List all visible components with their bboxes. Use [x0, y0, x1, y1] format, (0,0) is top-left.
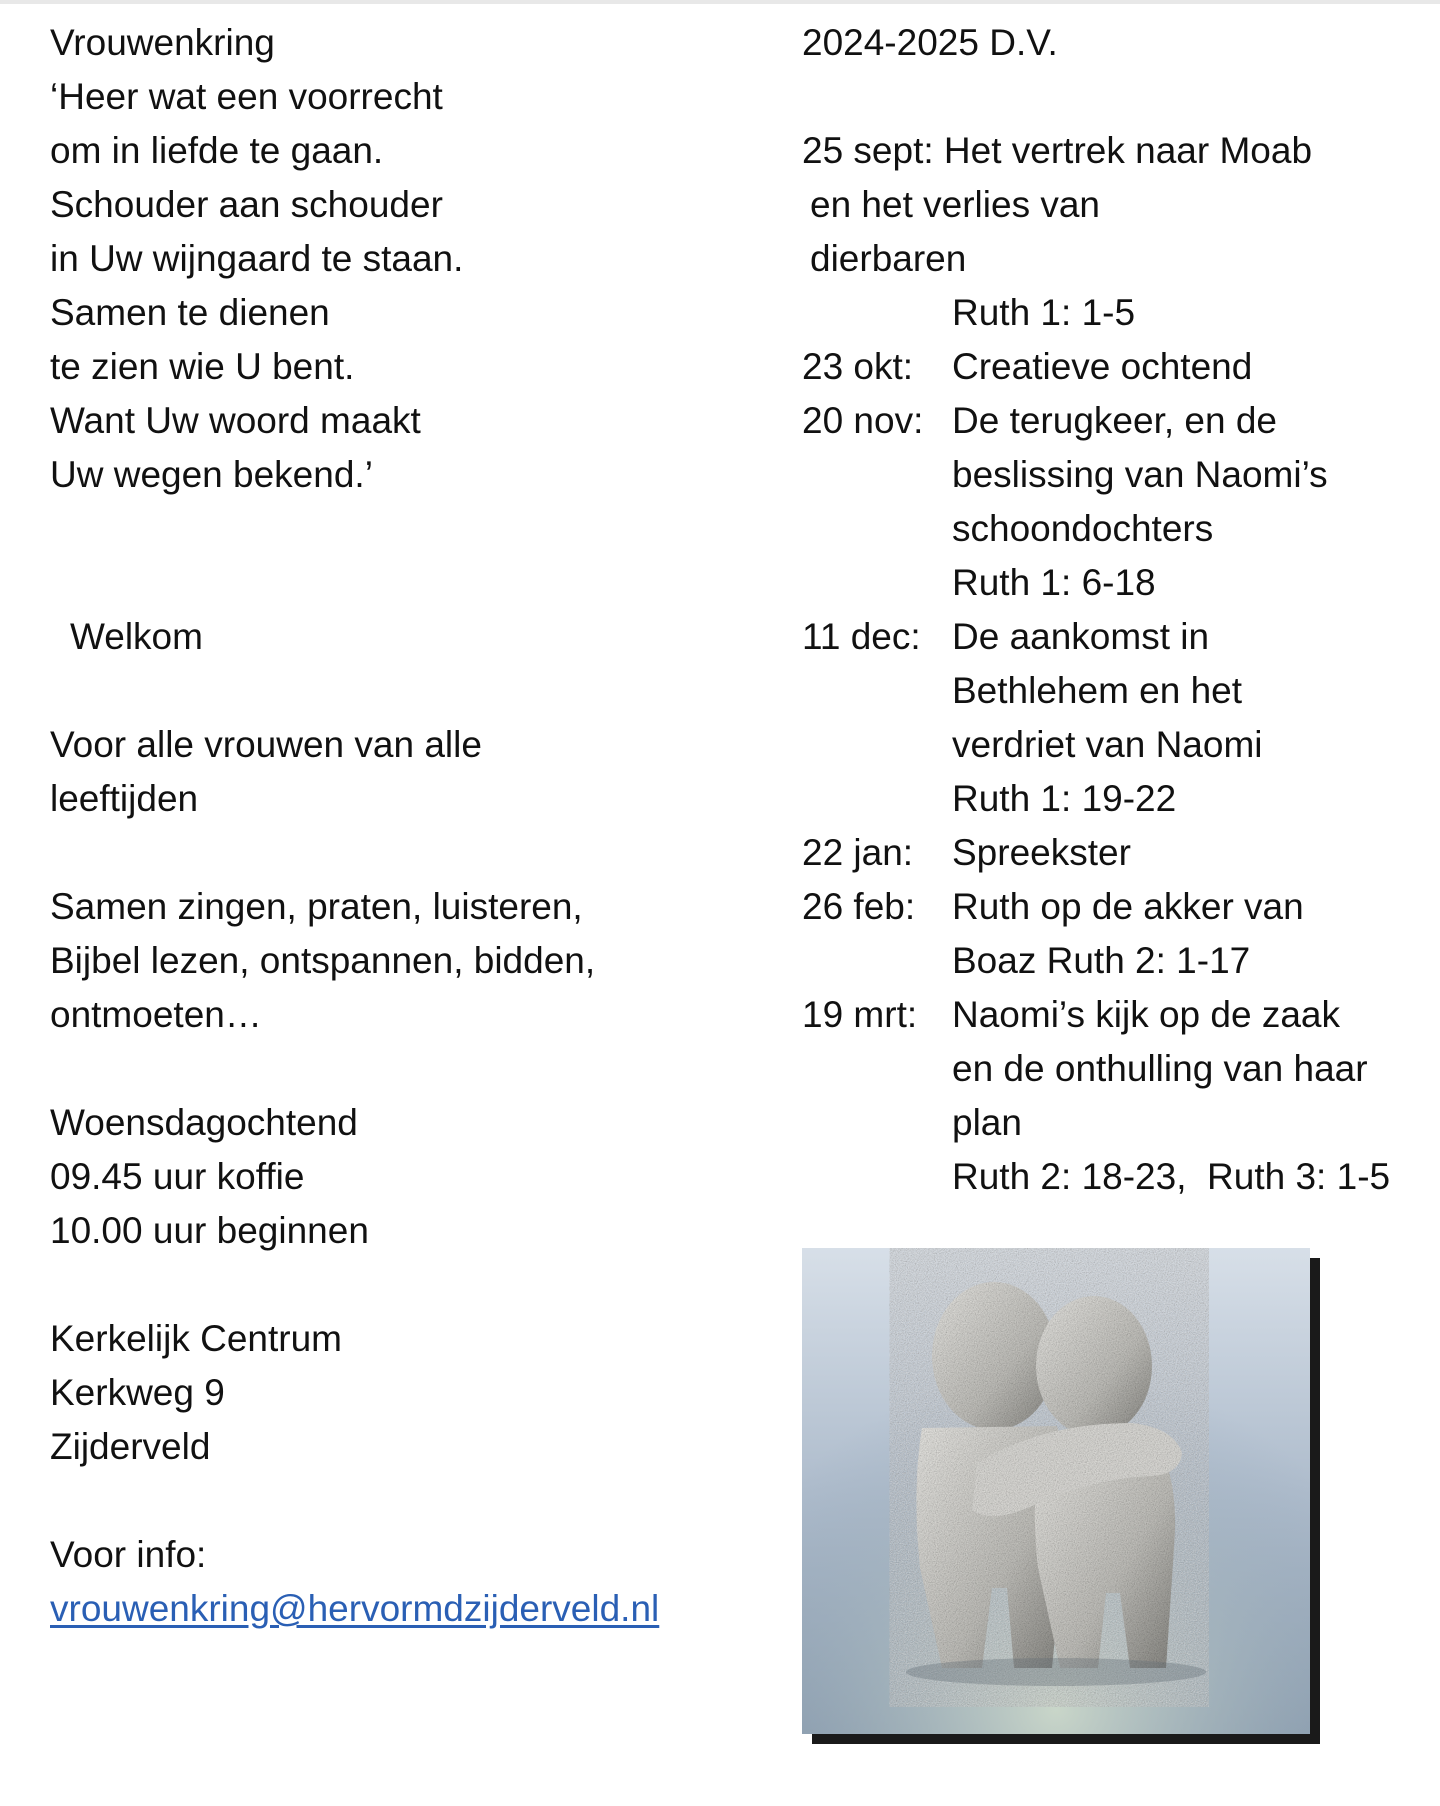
- location-line: Zijderveld: [50, 1426, 211, 1467]
- activities-line: ontmoeten…: [50, 994, 262, 1035]
- time-line: Woensdagochtend: [50, 1102, 358, 1143]
- schedule-item: [802, 340, 1432, 394]
- activities-line: Bijbel lezen, ontspannen, bidden,: [50, 940, 596, 981]
- poem-line: Want Uw woord maakt: [50, 400, 421, 441]
- schedule-date: 19 mrt:: [802, 994, 918, 1035]
- poem-line: te zien wie U bent.: [50, 346, 355, 387]
- scripture-ref: Ruth 1: 1-5: [952, 292, 1136, 333]
- scripture-ref: Ruth 1: 19-22: [952, 778, 1177, 819]
- schedule-item: [802, 610, 1432, 826]
- scripture-ref: Ruth 2: 18-23, Ruth 3: 1-5: [952, 1156, 1391, 1197]
- schedule-text: en de onthulling van haar: [952, 1048, 1368, 1089]
- schedule-item: [802, 394, 1432, 610]
- schedule-text: verdriet van Naomi: [952, 724, 1263, 765]
- poem-line: in Uw wijngaard te staan.: [50, 238, 464, 279]
- poem-line: om in liefde te gaan.: [50, 130, 384, 171]
- schedule-date: 23 okt:: [802, 346, 914, 387]
- poem-line: Uw wegen bekend.’: [50, 454, 373, 495]
- poem-line: ‘Heer wat een voorrecht: [50, 76, 443, 117]
- right-column: [802, 16, 1432, 1204]
- left-column: [50, 16, 750, 1636]
- schedule-first-line: 25 sept: Het vertrek naar Moab: [802, 130, 1313, 171]
- flyer-title: Vrouwenkring: [50, 22, 275, 63]
- schedule-item: [802, 988, 1432, 1204]
- schedule-date: 11 dec:: [802, 616, 921, 657]
- schedule-text: plan: [952, 1102, 1022, 1143]
- schedule-text: Spreekster: [952, 832, 1131, 873]
- time-line: 10.00 uur beginnen: [50, 1210, 369, 1251]
- info-label: Voor info:: [50, 1534, 207, 1575]
- activities-line: Samen zingen, praten, luisteren,: [50, 886, 583, 927]
- schedule-item: [802, 826, 1432, 880]
- poem-line: Samen te dienen: [50, 292, 330, 333]
- schedule-item: [802, 880, 1432, 988]
- poem-line: Schouder aan schouder: [50, 184, 443, 225]
- embracing-figures-photo: [802, 1248, 1310, 1734]
- schedule-text: Naomi’s kijk op de zaak: [952, 994, 1340, 1035]
- poem: [50, 70, 750, 502]
- welcome-heading: Welkom: [70, 616, 203, 657]
- schedule-text: Ruth op de akker van: [952, 886, 1304, 927]
- audience-line: Voor alle vrouwen van alle: [50, 724, 482, 765]
- location-line: Kerkweg 9: [50, 1372, 225, 1413]
- schedule-date: 26 feb:: [802, 886, 916, 927]
- schedule-text: Bethlehem en het: [952, 670, 1243, 711]
- schedule-first-line: en het verlies van: [810, 184, 1101, 225]
- email-link[interactable]: vrouwenkring@hervormdzijderveld.nl: [50, 1588, 660, 1629]
- schedule-text: Creatieve ochtend: [952, 346, 1253, 387]
- schedule-text: De terugkeer, en de: [952, 400, 1277, 441]
- time-line: 09.45 uur koffie: [50, 1156, 305, 1197]
- schedule-text: schoondochters: [952, 508, 1214, 549]
- schedule-text: Boaz Ruth 2: 1-17: [952, 940, 1251, 981]
- audience-line: leeftijden: [50, 778, 199, 819]
- location-line: Kerkelijk Centrum: [50, 1318, 342, 1359]
- schedule-first-line: dierbaren: [810, 238, 967, 279]
- season-heading: 2024-2025 D.V.: [802, 22, 1058, 63]
- schedule-text: beslissing van Naomi’s: [952, 454, 1328, 495]
- schedule-text: De aankomst in: [952, 616, 1210, 657]
- scripture-ref: Ruth 1: 6-18: [952, 562, 1156, 603]
- schedule-date: 22 jan:: [802, 832, 914, 873]
- schedule-date: 20 nov:: [802, 400, 924, 441]
- top-rule: [0, 0, 1440, 4]
